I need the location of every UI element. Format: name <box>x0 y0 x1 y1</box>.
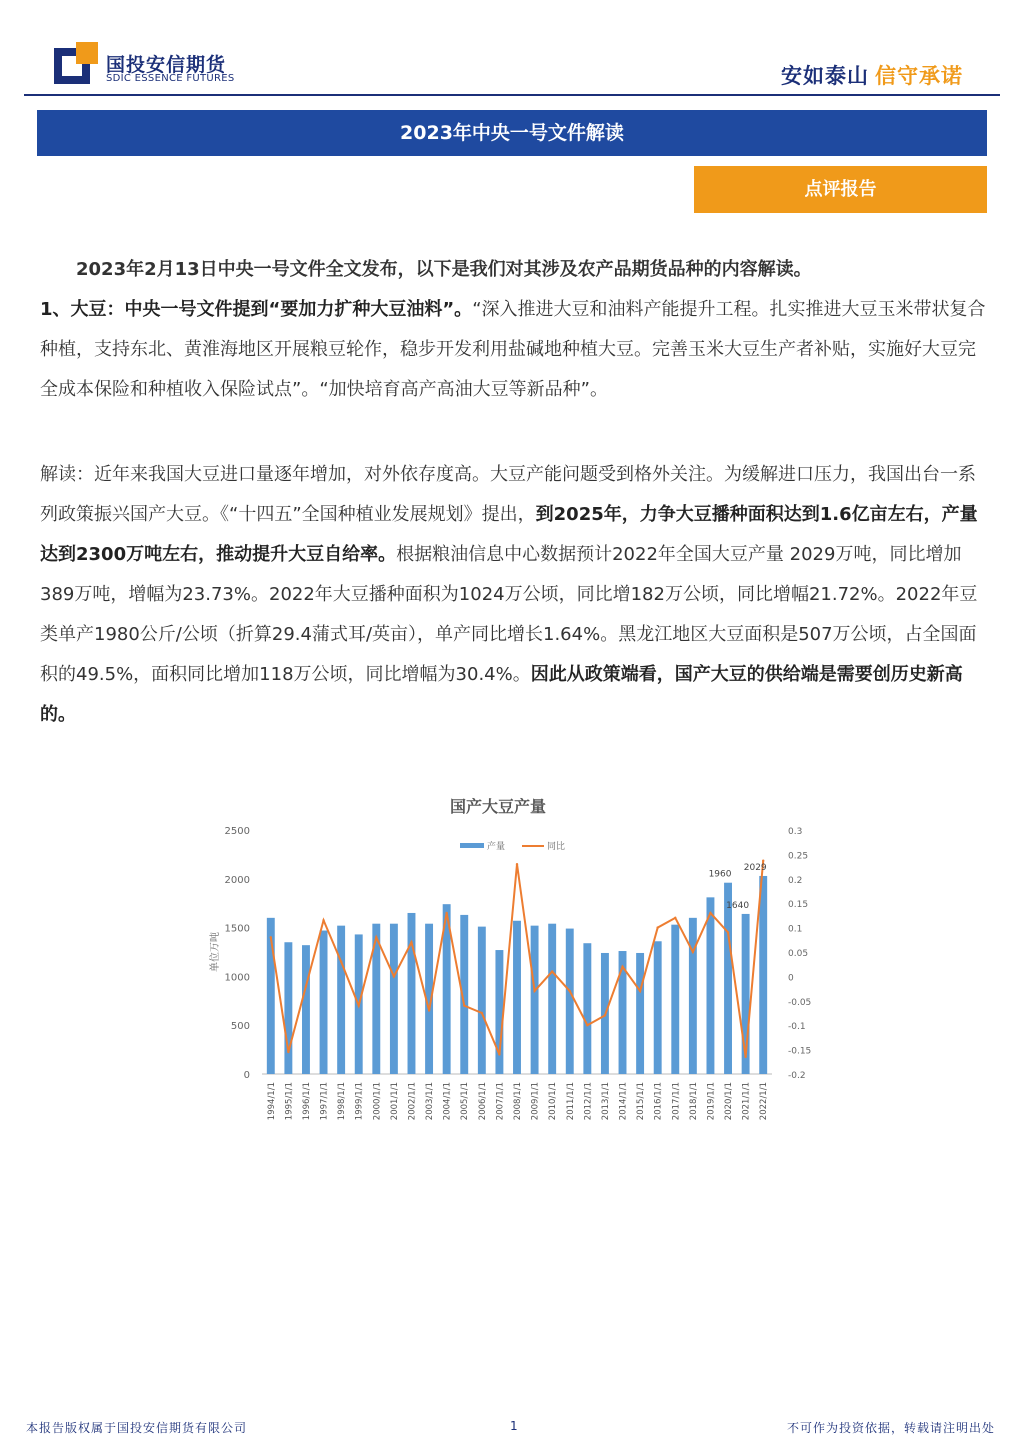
x-tick-label: 2003/1/1 <box>425 1082 436 1121</box>
legend-bar-label: 产量 <box>487 842 506 852</box>
bar-2015/1/1 <box>636 953 644 1074</box>
yoy-point <box>586 1024 588 1026</box>
y2-tick-label: 0.2 <box>788 875 803 886</box>
x-tick-label: 2002/1/1 <box>407 1082 418 1121</box>
analysis-policy-target: 到2025年，力争大豆播种面积达到1.6亿亩左右，产量达到2300万吨左右，推动提升大豆自给率。 <box>40 504 978 565</box>
yoy-point <box>498 1053 500 1055</box>
y-tick-label: 1000 <box>224 972 250 984</box>
x-tick-label: 2015/1/1 <box>636 1082 647 1121</box>
x-tick-label: 2008/1/1 <box>513 1082 523 1121</box>
yoy-point <box>762 860 764 862</box>
yoy-point <box>639 990 641 992</box>
bar-data-label: 2029 <box>743 862 767 873</box>
x-tick-label: 1999/1/1 <box>354 1082 365 1121</box>
x-tick-label: 2010/1/1 <box>548 1082 559 1121</box>
logo-english-name: SDIC ESSENCE FUTURES <box>106 73 235 84</box>
x-tick-label: 2019/1/1 <box>706 1082 717 1121</box>
x-tick-label: 2020/1/1 <box>724 1082 735 1121</box>
analysis-paragraph <box>40 455 988 735</box>
report-title: 2023年中央一号文件解读 <box>37 110 987 156</box>
yoy-point <box>340 961 342 963</box>
x-tick-label: 2000/1/1 <box>372 1082 383 1121</box>
bar-1998/1/1 <box>337 926 345 1074</box>
x-tick-label: 2005/1/1 <box>460 1082 471 1121</box>
x-tick-label: 2007/1/1 <box>495 1082 506 1121</box>
footer-copyright: 本报告版权属于国投安信期货有限公司 <box>26 1421 248 1435</box>
yoy-point <box>287 1051 289 1053</box>
yoy-point <box>604 1014 606 1016</box>
bar-1995/1/1 <box>284 942 292 1074</box>
slogan-part-1: 安如泰山 <box>781 64 869 88</box>
y-tick-label: 500 <box>230 1021 250 1033</box>
page-footer <box>0 1405 1025 1450</box>
y-tick-label: 2000 <box>224 874 250 886</box>
soybean-output-chart <box>200 782 820 1142</box>
analysis-text-1: 解读：近年来我国大豆进口量逐年增加，对外依存度高。大豆产能问题受到格外关注。为缓解进口压力，我国出台一系列政策振兴国产大豆。《“十四五”全国种植业发展规划》提出， <box>40 464 976 525</box>
bar-2002/1/1 <box>408 913 416 1074</box>
chart-svg <box>200 782 820 1142</box>
yoy-point <box>516 863 518 865</box>
x-tick-label: 2009/1/1 <box>530 1082 541 1121</box>
intro-paragraph: 2023年2月13日中央一号文件全文发布，以下是我们对其涉及农产品期货品种的内容解读。 <box>76 259 812 280</box>
bar-2019/1/1 <box>706 897 714 1074</box>
yoy-point <box>322 919 324 921</box>
x-tick-label: 2016/1/1 <box>653 1082 664 1121</box>
yoy-point <box>481 1012 483 1014</box>
header-divider <box>24 94 1000 96</box>
slogan <box>781 60 963 90</box>
section-1-heading: 1、大豆：中央一号文件提到“要加力扩种大豆油料”。 <box>40 299 473 320</box>
bar-2008/1/1 <box>513 921 521 1074</box>
bar-2011/1/1 <box>566 929 574 1074</box>
yoy-point <box>569 990 571 992</box>
y2-tick-label: -0.05 <box>788 997 812 1008</box>
bar-2018/1/1 <box>689 918 697 1074</box>
yoy-point <box>709 912 711 914</box>
y-tick-label: 1500 <box>224 923 250 935</box>
yoy-point <box>445 912 447 914</box>
x-tick-label: 1996/1/1 <box>301 1082 312 1121</box>
chart-title: 国产大豆产量 <box>449 797 547 816</box>
section-1-paragraph <box>40 290 988 410</box>
y-tick-label: 0 <box>243 1070 250 1081</box>
bar-2006/1/1 <box>478 927 486 1074</box>
bar-2001/1/1 <box>390 924 398 1074</box>
y-tick-label: 2500 <box>224 826 250 837</box>
yoy-point <box>744 1056 746 1058</box>
yoy-point <box>358 1004 360 1006</box>
y2-tick-label: 0.05 <box>788 949 809 959</box>
y-axis-label: 单位万吨 <box>210 932 221 972</box>
x-tick-label: 1994/1/1 <box>266 1082 277 1121</box>
analysis-conclusion: 因此从政策端看，国产大豆的供给端是需要创历史新高的。 <box>40 664 963 725</box>
y2-tick-label: 0.3 <box>788 827 803 837</box>
page-header <box>0 0 1025 100</box>
x-tick-label: 1998/1/1 <box>337 1082 348 1121</box>
x-tick-label: 2012/1/1 <box>583 1082 594 1121</box>
yoy-point <box>621 965 623 967</box>
x-tick-label: 2014/1/1 <box>618 1082 629 1121</box>
bar-2016/1/1 <box>654 941 662 1074</box>
company-logo-icon <box>54 42 98 86</box>
y2-tick-label: 0 <box>788 973 794 984</box>
x-tick-label: 2011/1/1 <box>565 1082 576 1121</box>
yoy-point <box>393 975 395 977</box>
y2-tick-label: 0.15 <box>788 900 809 911</box>
bar-2022/1/1 <box>759 876 767 1074</box>
bar-data-label: 1640 <box>726 900 750 911</box>
x-tick-label: 2022/1/1 <box>759 1082 770 1121</box>
y2-tick-label: 0.25 <box>788 851 809 862</box>
yoy-point <box>533 990 535 992</box>
yoy-point <box>375 936 377 938</box>
report-type-tag: 点评报告 <box>694 166 987 213</box>
yoy-point <box>463 1004 465 1006</box>
x-tick-label: 2018/1/1 <box>688 1082 699 1121</box>
bar-1997/1/1 <box>320 931 328 1074</box>
yoy-point <box>674 917 676 919</box>
section-1-text: “深入推进大豆和油料产能提升工程。扎实推进大豆玉米带状复合种植，支持东北、黄淮海地区开展粮豆轮作，稳步开发利用盐碱地种植大豆。完善玉米大豆生产者补贴，实施好大豆完全成本保险和种植收入保险试点”。“加快培育高产高油大豆等新品种”。 <box>40 299 986 400</box>
bar-2012/1/1 <box>583 943 591 1074</box>
bar-data-label: 1960 <box>708 869 732 880</box>
x-tick-label: 1997/1/1 <box>319 1082 330 1121</box>
bar-2010/1/1 <box>548 924 556 1074</box>
yoy-point <box>428 1009 430 1011</box>
yoy-point <box>270 936 272 938</box>
bar-2017/1/1 <box>671 925 679 1074</box>
yoy-point <box>551 970 553 972</box>
bar-1996/1/1 <box>302 945 310 1074</box>
footer-page-number: 1 <box>510 1419 518 1433</box>
x-tick-label: 2017/1/1 <box>671 1082 682 1121</box>
logo-chinese-name: 国投安信期货 <box>106 54 227 76</box>
yoy-point <box>305 985 307 987</box>
yoy-point <box>727 931 729 933</box>
analysis-text-2: 根据粮油信息中心数据预计2022年全国大豆产量 2029万吨，同比增加389万吨，增幅为23.73%。2022年大豆播种面积为1024万公顷，同比增182万公顷，同比增幅21.72%。2022年豆类单产1980公斤/公顷（折算29.4蒲式耳/英亩），单产同比增长1.64%。黑龙江地区大豆面积是507万公顷，占全国面积的49.5%，面积同比增加118万公顷，同比增幅为30.4%。 <box>40 544 978 685</box>
yoy-point <box>410 941 412 943</box>
y2-tick-label: -0.1 <box>788 1022 806 1033</box>
yoy-point <box>692 951 694 953</box>
yoy-point <box>656 926 658 928</box>
x-tick-label: 2001/1/1 <box>389 1082 400 1121</box>
y2-tick-label: -0.15 <box>788 1046 812 1057</box>
y2-tick-label: -0.2 <box>788 1071 806 1081</box>
legend-line-label: 同比 <box>547 842 566 852</box>
x-tick-label: 1995/1/1 <box>284 1082 295 1121</box>
slogan-part-2: 信守承诺 <box>875 64 963 88</box>
x-tick-label: 2013/1/1 <box>600 1082 611 1121</box>
footer-disclaimer: 不可作为投资依据，转载请注明出处 <box>786 1421 995 1435</box>
legend-bar-swatch <box>460 843 484 848</box>
x-tick-label: 2004/1/1 <box>442 1082 453 1121</box>
bar-2009/1/1 <box>531 926 539 1074</box>
x-tick-label: 2006/1/1 <box>477 1082 488 1121</box>
bar-2020/1/1 <box>724 883 732 1074</box>
y2-tick-label: 0.1 <box>788 924 803 935</box>
x-tick-label: 2021/1/1 <box>741 1082 752 1121</box>
